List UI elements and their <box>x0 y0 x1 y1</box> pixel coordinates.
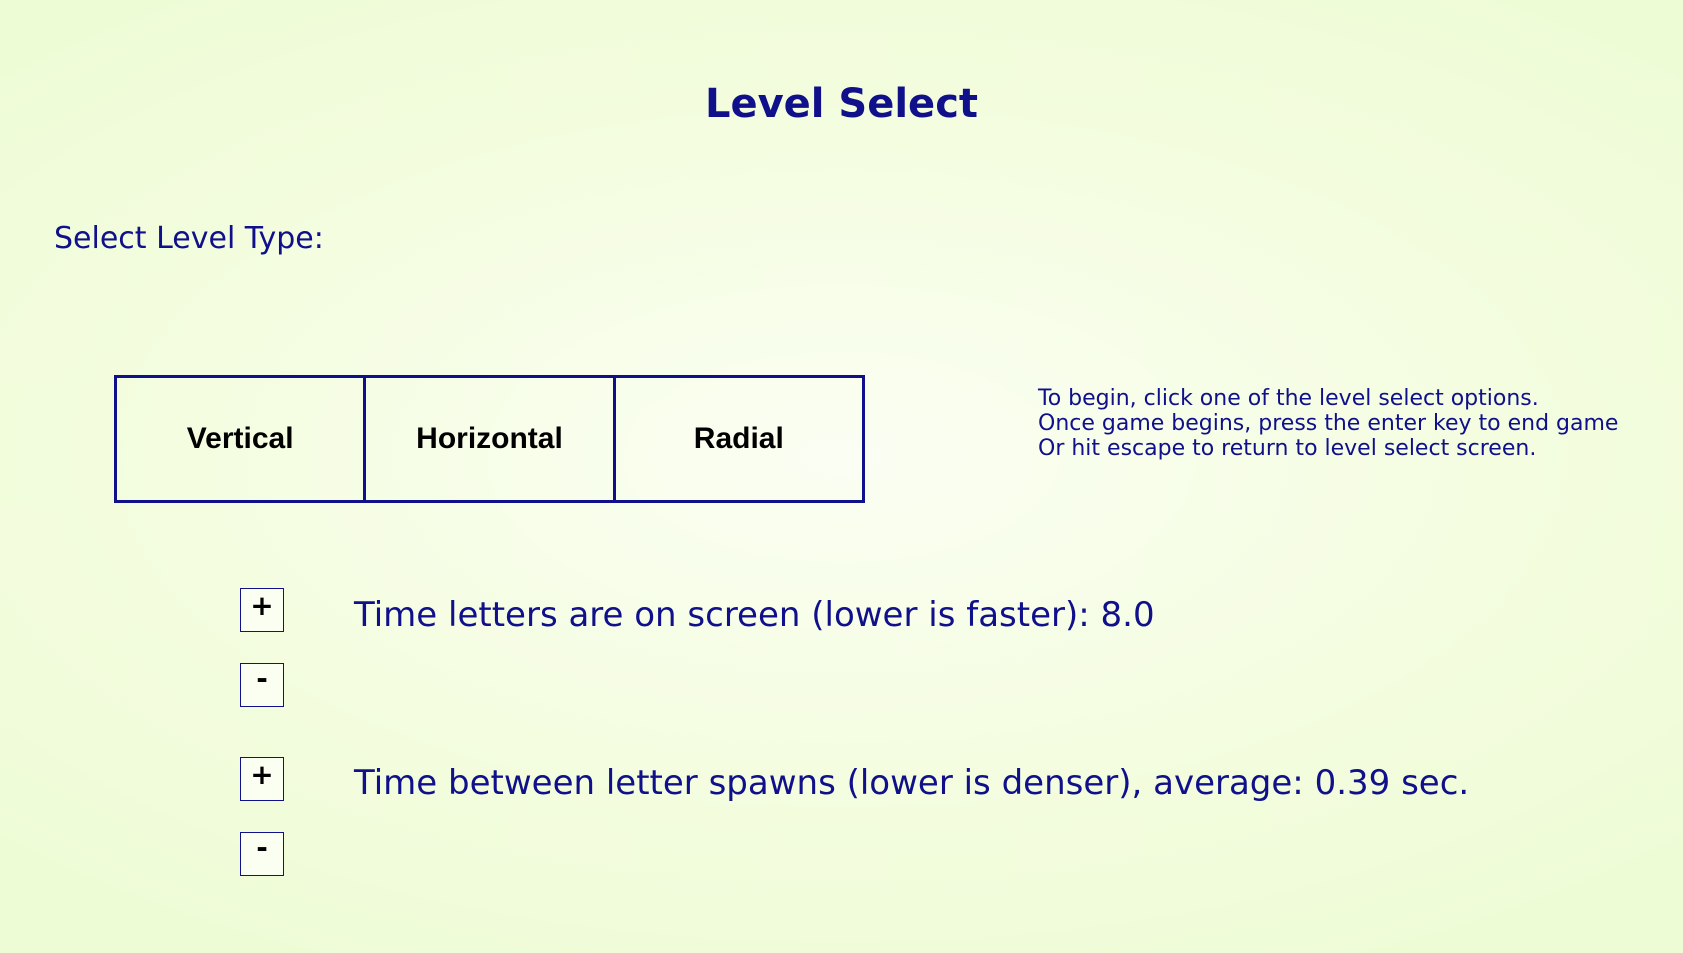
spawn-time-decrease-button[interactable] <box>240 832 284 876</box>
level-type-selector <box>114 375 865 503</box>
on-screen-time-decrease-button[interactable] <box>240 663 284 707</box>
minus-icon: - <box>256 662 268 695</box>
horizontal-level-button[interactable]: Horizontal <box>363 378 612 500</box>
on-screen-time-label: Time letters are on screen (lower is faster): 8.0 <box>354 595 1155 635</box>
instructions-line: To begin, click one of the level select options. <box>1038 386 1539 411</box>
instructions-line: Or hit escape to return to level select screen. <box>1038 436 1537 461</box>
plus-icon: + <box>250 589 274 622</box>
instructions-line: Once game begins, press the enter key to end game <box>1038 411 1619 436</box>
spawn-time-label: Time between letter spawns (lower is denser), average: 0.39 sec. <box>354 763 1470 803</box>
instructions-text <box>1038 386 1618 461</box>
page-title: Level Select <box>704 81 979 127</box>
vertical-level-button[interactable]: Vertical <box>186 422 294 455</box>
plus-icon: + <box>250 758 274 791</box>
minus-icon: - <box>256 831 268 864</box>
level-type-prompt: Select Level Type: <box>54 221 324 256</box>
on-screen-time-increase-button[interactable] <box>240 588 284 632</box>
spawn-time-increase-button[interactable] <box>240 757 284 801</box>
radial-level-button[interactable]: Radial <box>613 378 862 500</box>
